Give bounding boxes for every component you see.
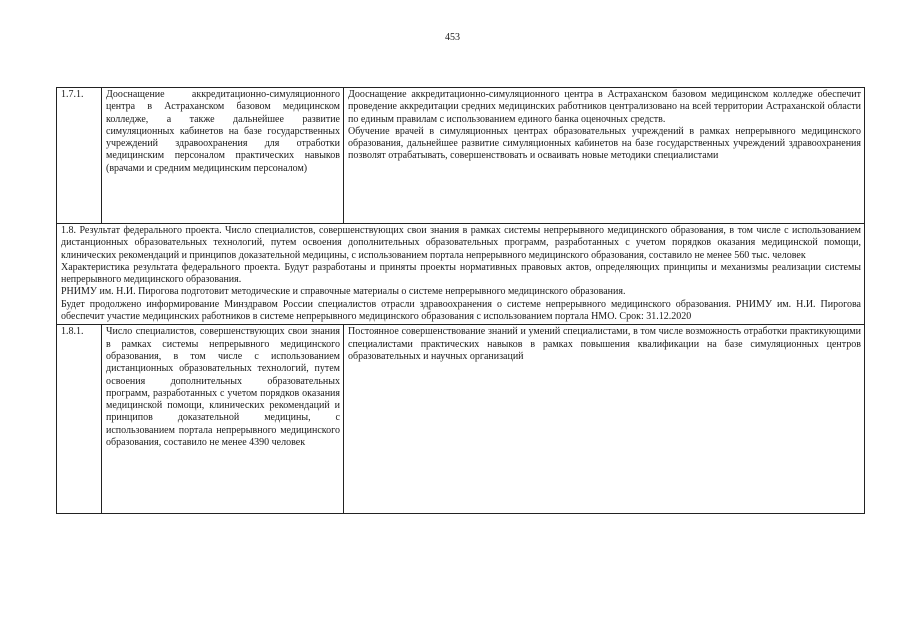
result-heading-paragraph: 1.8. Результат федерального проекта. Число специалистов, совершенствующих свои знания в рамках системы непрерывного медицинского образования, в том числе с использованием дистанционных образовательных технологий, путем освоения дополнительных образовательных программ, разработанных с учетом порядков оказания медицинской помощи, клинических рекомендаций и принципов доказательной медицины, с использованием портала непрерывного медицинского образования, составило не менее 560 тыс. человек [61,225,861,261]
result-characteristic-paragraph: Характеристика результата федерального проекта. Будут разработаны и приняты проекты нормативных правовых актов, определяющих принципы и механизмы реализации системы непрерывного медицинского образования. [61,261,861,286]
result-cell [344,88,865,224]
table-row-1-8-1 [57,325,865,514]
task-cell: Число специалистов, совершенствующих свои знания в рамках системы непрерывного медицинского образования, в том числе с использованием дистанционных образовательных технологий, путем освоения дополнительных образовательных программ, разработанных с учетом порядков оказания медицинской помощи, клинических рекомендаций и принципов доказательной медицины, с использованием портала непрерывного медицинского образования, составило не менее 4390 человек [102,325,344,514]
table-row-1-7-1 [57,88,865,224]
result-paragraph: Дооснащение аккредитационно-симуляционного центра в Астраханском базовом медицинском колледже обеспечит проведение аккредитации средних медицинских работников централизовано на всей территории Астраханской области по единым правилам с использованием единого банка оценочных средств. [348,89,861,125]
result-paragraph: Обучение врачей в симуляционных центрах образовательных учреждений в рамках непрерывного медицинского образования, дальнейшее развитие симуляционных кабинетов на базе государственных учреждений здравоохранения позволят отрабатывать, совершенствовать и осваивать новые методики специалистами [348,125,861,162]
result-cell: Постоянное совершенствование знаний и умений специалистами, в том числе возможность отработки практикующими специалистами практических навыков в рамках повышения квалификации на базе симуляционных центров образовательных и научных организаций [344,325,865,514]
document-table [56,87,865,514]
row-number-cell: 1.7.1. [57,88,102,224]
page-number: 453 [445,32,460,43]
table-row-1-8 [57,224,865,325]
task-cell: Дооснащение аккредитационно-симуляционного центра в Астраханском базовом медицинском колледже, а также дальнейшее развитие симуляционных кабинетов на базе государственных учреждений здравоохранения для отработки медицинским персоналом практических навыков (врачами и средним медицинским персоналом) [102,88,344,224]
federal-project-result-cell [57,224,865,325]
informing-paragraph: Будет продолжено информирование Минздравом России специалистов отрасли здравоохранения о системе непрерывного медицинского образования. РНИМУ им. Н.И. Пирогова обеспечит участие медицинских работников в системе непрерывного медицинского образования с использованием портала НМО. Срок: 31.12.2020 [61,298,861,323]
materials-paragraph: РНИМУ им. Н.И. Пирогова подготовит методические и справочные материалы о системе непрерывного медицинского образования. [61,286,626,298]
row-number-cell: 1.8.1. [57,325,102,514]
